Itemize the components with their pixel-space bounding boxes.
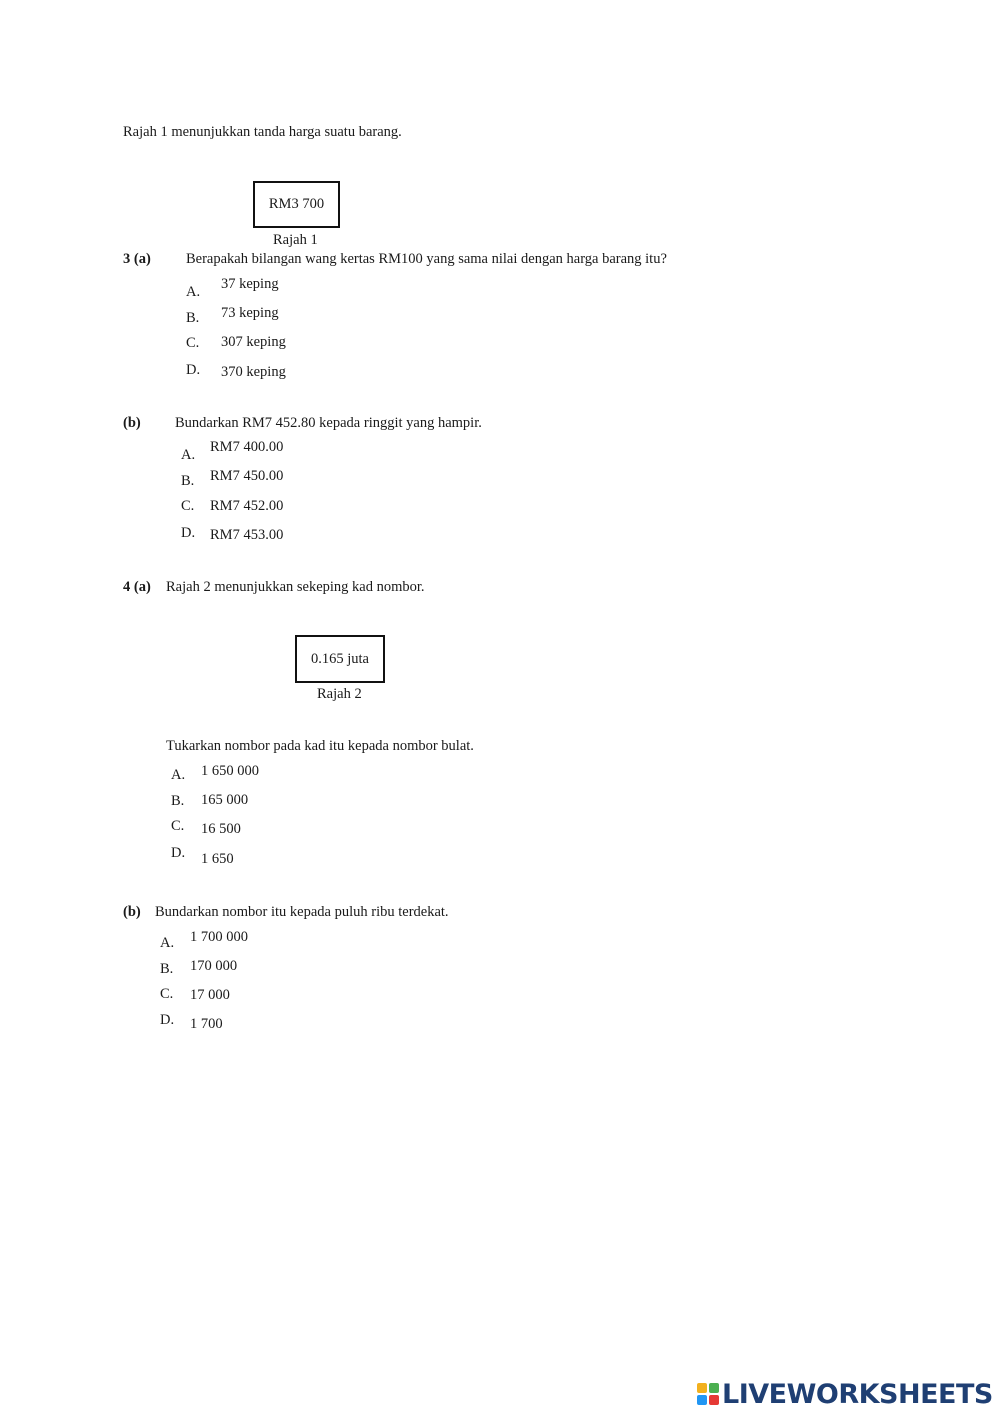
option-text: 37 keping	[221, 276, 279, 292]
option-text: 1 700	[190, 1016, 223, 1032]
price-tag-box	[253, 181, 340, 228]
option-text: 73 keping	[221, 305, 279, 321]
option-text: 17 000	[190, 987, 230, 1003]
q3b-label: (b)	[123, 415, 141, 431]
option-letter: B.	[181, 473, 195, 489]
option-text: 170 000	[190, 958, 238, 974]
number-card-value: 0.165 juta	[311, 650, 369, 667]
option-letter: C.	[186, 335, 200, 351]
liveworksheets-logo-text: LIVEWORKSHEETS	[722, 1378, 993, 1410]
option-letter: D.	[171, 845, 186, 861]
option-letter: C.	[171, 818, 185, 834]
option-text: 307 keping	[221, 334, 286, 350]
option-letter: C.	[181, 498, 195, 514]
q4a-instruction: Tukarkan nombor pada kad itu kepada nombor bulat.	[166, 738, 474, 754]
option-text: 1 700 000	[190, 929, 248, 945]
option-text: RM7 400.00	[210, 439, 284, 455]
number-card-box	[295, 635, 385, 683]
option-letter: B.	[160, 961, 174, 977]
intro-text: Rajah 1 menunjukkan tanda harga suatu barang.	[123, 124, 402, 140]
figure1-caption: Rajah 1	[273, 232, 318, 248]
q4a-question: Rajah 2 menunjukkan sekeping kad nombor.	[166, 579, 425, 595]
option-letter: A.	[181, 447, 196, 463]
option-text: RM7 453.00	[210, 527, 284, 543]
q3a-question: Berapakah bilangan wang kertas RM100 yang sama nilai dengan harga barang itu?	[186, 251, 667, 267]
liveworksheets-logo[interactable]	[697, 1378, 993, 1410]
option-letter: C.	[160, 986, 174, 1002]
option-text: 370 keping	[221, 364, 286, 380]
option-letter: B.	[171, 793, 185, 809]
option-text: RM7 450.00	[210, 468, 284, 484]
q4b-question: Bundarkan nombor itu kepada puluh ribu terdekat.	[155, 904, 449, 920]
q4b-label: (b)	[123, 904, 141, 920]
option-letter: A.	[186, 284, 201, 300]
option-text: 16 500	[201, 821, 241, 837]
option-text: RM7 452.00	[210, 498, 284, 514]
option-text: 1 650 000	[201, 763, 259, 779]
option-letter: D.	[186, 362, 201, 378]
price-tag-value: RM3 700	[268, 196, 325, 213]
option-letter: D.	[181, 525, 196, 541]
option-letter: A.	[160, 935, 175, 951]
option-text: 1 650	[201, 851, 234, 867]
q4a-label: 4 (a)	[123, 579, 151, 595]
option-text: 165 000	[201, 792, 249, 808]
option-letter: D.	[160, 1012, 175, 1028]
option-letter: A.	[171, 767, 186, 783]
figure2-caption: Rajah 2	[317, 686, 362, 702]
option-letter: B.	[186, 310, 200, 326]
q3b-question: Bundarkan RM7 452.80 kepada ringgit yang hampir.	[175, 415, 482, 431]
q3a-label: 3 (a)	[123, 251, 151, 267]
liveworksheets-logo-icon	[697, 1383, 719, 1405]
